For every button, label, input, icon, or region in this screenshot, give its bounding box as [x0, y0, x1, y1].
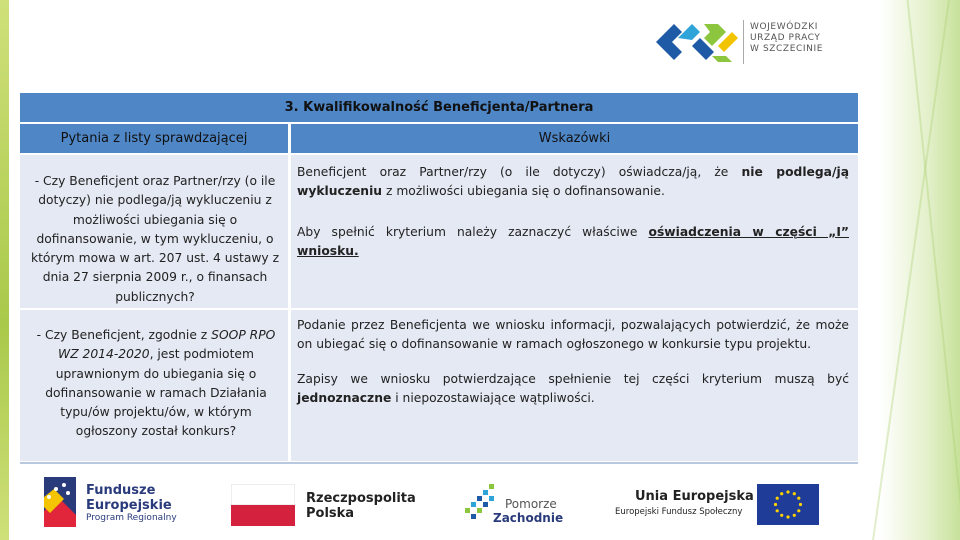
eu-flag-icon — [757, 484, 819, 525]
right-decorative-gradient — [880, 0, 960, 540]
wup-line-1: WOJEWÓDZKI — [750, 22, 818, 32]
row1-hint-2: Aby spełnić kryterium należy zaznaczyć właściwe oświadczenia w części „I” wniosku. — [297, 224, 849, 258]
efs-label: Europejski Fundusz Społeczny — [615, 507, 743, 517]
wup-name — [750, 22, 823, 55]
column-header-hints: Wskazówki — [291, 124, 858, 153]
row2-hints — [291, 310, 858, 461]
footer-divider — [20, 462, 858, 464]
wup-line-2: URZĄD PRACY — [750, 33, 821, 43]
table-title: 3. Kwalifikowalność Beneficjenta/Partnera — [20, 93, 858, 122]
pomorze-label: Pomorze — [505, 497, 557, 511]
fundusze-europejskie-icon — [44, 477, 76, 527]
soop-reference: SOOP RPO WZ 2014-2020 — [58, 328, 276, 362]
column-header-questions: Pytania z listy sprawdzającej — [20, 124, 288, 153]
wup-line-3: W SZCZECINIE — [750, 44, 823, 54]
wup-logo — [652, 16, 832, 68]
poland-flag-icon — [231, 484, 295, 526]
wup-emblem-icon — [652, 16, 742, 68]
left-accent-strip — [0, 0, 9, 540]
fundusze-europejskie-logo — [40, 475, 225, 529]
row1-question — [20, 155, 288, 308]
zachodnie-label: Zachodnie — [493, 511, 564, 525]
row1-hints — [291, 155, 858, 308]
fe-subtitle: Program Regionalny — [86, 513, 177, 523]
row2-hint-1: Podanie przez Beneficjenta we wniosku informacji, pozwalających potwierdzić, że może on ubiegać się o dofinansowanie w ramach ogłoszonego w konkursie typu projektu. — [297, 318, 849, 352]
row1-hint-1: Beneficjent oraz Partner/rzy (o ile dotyczy) oświadcza/ją, że nie podlega/ją wykluczeniu z możliwości ubiegania się o dofinansowanie. — [297, 165, 849, 199]
fe-title: Fundusze Europejskie — [86, 483, 172, 513]
row2-question: - Czy Beneficjent, zgodnie z SOOP RPO WZ 2014-2020, jest podmiotem uprawnionym do ubiegania się o dofinansowanie w ramach Działania typu/ów projektu/ów, w którym ogłoszony został konkurs? — [20, 310, 288, 461]
row1-question-text: - Czy Beneficjent oraz Partner/rzy (o ile dotyczy) nie podlega/ją wykluczeniu z możliwości ubiegania się o dofinansowanie, w tym wykluczeniu, o którym mowa w art. 207 ust. 4 ustawy z dnia 27 sierpnia 2009 r., o finansach publicznych? — [30, 174, 280, 304]
row2-hint-2: Zapisy we wniosku potwierdzające spełnienie tej części kryterium muszą być jednoznaczne i niepozostawiające wątpliwości. — [297, 371, 849, 405]
rzeczpospolita-polska-label: Rzeczpospolita Polska — [306, 491, 416, 521]
wup-divider — [743, 20, 744, 64]
unia-europejska-label: Unia Europejska — [635, 489, 754, 504]
